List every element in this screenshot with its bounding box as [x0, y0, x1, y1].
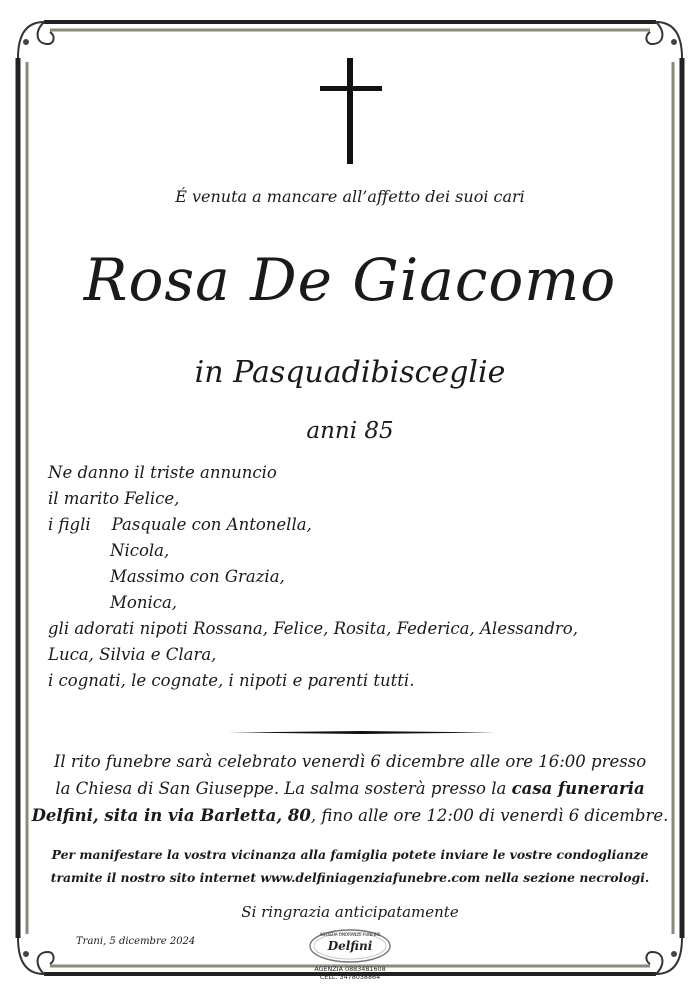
children-line [48, 512, 578, 538]
age-text: anni 85 [306, 418, 394, 444]
place-date: Trani, 5 dicembre 2024 [76, 936, 196, 947]
notice-line: tramite il nostro sito internet www.delfiniagenziafunebre.com nella sezione necrologi. [50, 870, 650, 885]
announcement-line: Ne danno il triste annuncio [48, 463, 277, 482]
announcement-line: i cognati, le cognate, i nipoti e parenti tutti. [48, 671, 415, 690]
children-label: i figli [48, 515, 91, 534]
announcement-line: il marito Felice, [48, 489, 180, 508]
announcement-line: Luca, Silvia e Clara, [48, 645, 217, 664]
rite-line: Il rito funebre sarà celebrato venerdì 6 dicembre alle ore 16:00 presso [53, 752, 647, 771]
rite-line-part: la Chiesa di San Giuseppe. La salma sosterà presso la [55, 779, 512, 798]
child-name: Nicola, [110, 541, 170, 560]
rite-text [0, 748, 700, 829]
deceased-name: Rosa De Giacomo [83, 246, 617, 314]
thanks-text: Si ringrazia anticipatamente [241, 903, 459, 921]
child-name: Massimo con Grazia, [110, 567, 285, 586]
cross-icon [320, 58, 382, 164]
funeral-home-bold: casa funeraria [511, 779, 645, 798]
announcement-block [48, 460, 578, 694]
separator-line [228, 731, 496, 734]
rite-line [0, 775, 700, 802]
logo-top-text: AGENZIA ONORANZE FUNEBRI [319, 932, 381, 937]
notice-line: Per manifestare la vostra vicinanza alla famiglia potete inviare le vostre condoglianze [51, 847, 649, 862]
announcement-line: gli adorati nipoti Rossana, Felice, Rosita, Federica, Alessandro, [48, 619, 578, 638]
married-name: in Pasquadibisceglie [194, 355, 506, 390]
logo-brand: Delfini [327, 939, 373, 953]
child-name: Pasquale con Antonella, [111, 515, 312, 534]
logo-phone: CELL. 3478038864 [319, 973, 381, 981]
agency-logo [298, 928, 402, 982]
logo-phone: AGENZIA 0883481608 [314, 965, 386, 973]
funeral-home-address: Delfini, sita in via Barletta, 80 [31, 806, 311, 825]
condolence-notice [0, 843, 700, 889]
child-name: Monica, [110, 593, 178, 612]
rite-line [0, 802, 700, 829]
rite-line-part: , fino alle ore 12:00 di venerdì 6 dicembre. [310, 806, 669, 825]
intro-text: É venuta a mancare all’affetto dei suoi cari [175, 187, 525, 206]
